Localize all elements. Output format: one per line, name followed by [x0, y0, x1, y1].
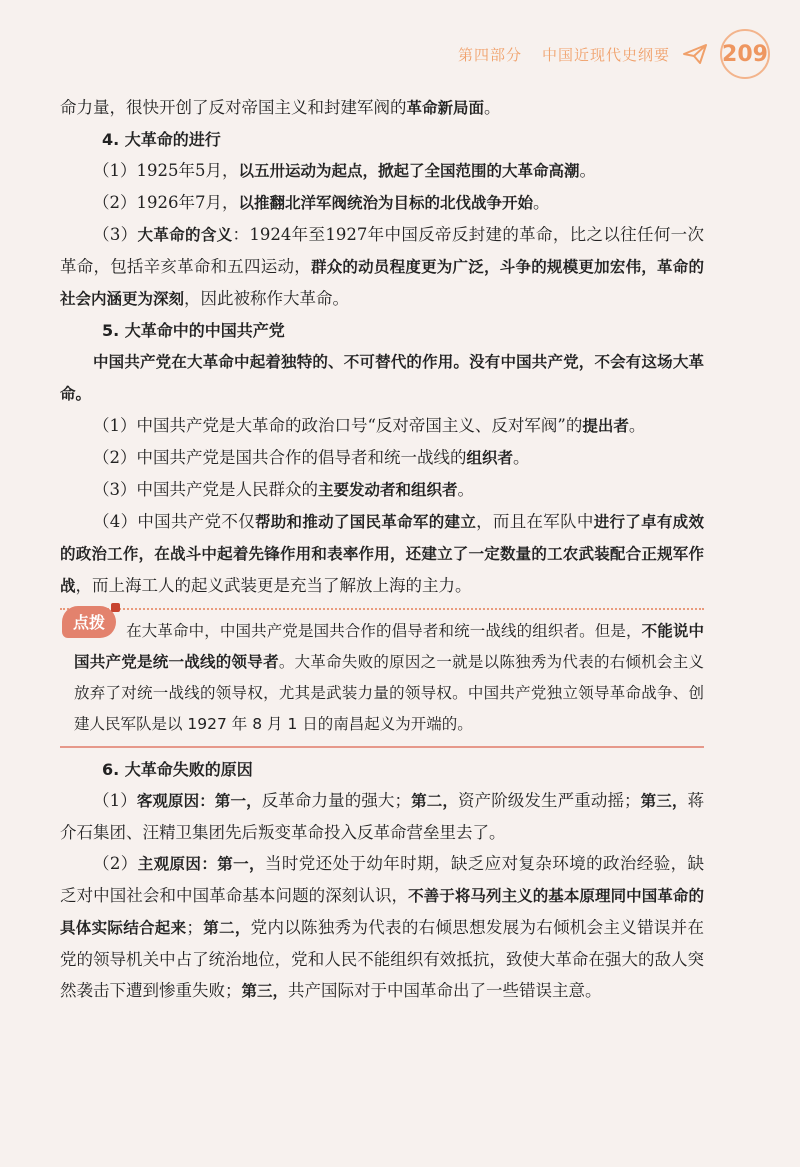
- section-heading-5: 5. 大革命中的中国共产党: [102, 321, 285, 340]
- paragraph-5-2: （2）中国共产党是国共合作的倡导者和统一战线的组织者。: [93, 448, 530, 467]
- tip-badge: 点拨: [62, 606, 116, 638]
- paragraph-continuation: 命力量，很快开创了反对帝国主义和封建军阀的革命新局面。: [60, 98, 501, 117]
- tip-text: 在大革命中，中国共产党是国共合作的倡导者和统一战线的组织者。但是，不能说中国共产党是统一战线的领导者。大革命失败的原因之一就是以陈独秀为代表的右倾机会主义放弃了对统一战线的领导权，尤其是武装力量的领导权。中国共产党独立领导革命战争、创建人民军队是以 1927 年 8 月 1 日的南昌起义为开端的。: [74, 622, 704, 733]
- paragraph-5-4: （4）中国共产党不仅帮助和推动了国民革命军的建立，而且在军队中进行了卓有成效的政治工作，在战斗中起着先锋作用和表率作用，还建立了一定数量的工农武装配合正规军作战，而上海工人的起义武装更是充当了解放上海的主力。: [60, 512, 704, 595]
- paragraph-5-lead: 中国共产党在大革命中起着独特的、不可替代的作用。没有中国共产党，不会有这场大革命。: [60, 353, 704, 403]
- section-heading-6: 6. 大革命失败的原因: [102, 760, 253, 779]
- paragraph-6-2: （2）主观原因：第一，当时党还处于幼年时期，缺乏应对复杂环境的政治经验，缺乏对中国社会和中国革命基本问题的深刻认识，不善于将马列主义的基本原理同中国革命的具体实际结合起来；第二，党内以陈独秀为代表的右倾思想发展为右倾机会主义错误并在党的领导机关中占了统治地位，党和人民不能组织有效抵抗，致使大革命在强大的敌人突然袭击下遭到惨重失败；第三，共产国际对于中国革命出了一些错误主意。: [60, 854, 705, 1000]
- paragraph-4-2: （2）1926年7月，以推翻北洋军阀统治为目标的北伐战争开始。: [93, 193, 550, 212]
- section-heading-4: 4. 大革命的进行: [102, 130, 221, 149]
- paragraph-5-3: （3）中国共产党是人民群众的主要发动者和组织者。: [93, 480, 475, 499]
- page-number: 209: [720, 29, 770, 79]
- page-header: [458, 34, 770, 74]
- part-label: 第四部分: [457, 45, 522, 64]
- tip-box: [60, 608, 704, 748]
- paragraph-5-1: （1）中国共产党是大革命的政治口号“反对帝国主义、反对军阀”的提出者。: [93, 416, 646, 435]
- book-title: 中国近现代史纲要: [541, 45, 670, 64]
- paragraph-4-3: （3）大革命的含义：1924年至1927年中国反帝反封建的革命，比之以往任何一次革命，包括辛亥革命和五四运动，群众的动员程度更为广泛，斗争的规模更加宏伟，革命的社会内涵更为深刻，因此被称作大革命。: [60, 225, 704, 308]
- page-body: [60, 92, 704, 1007]
- paragraph-4-1: （1）1925年5月，以五卅运动为起点，掀起了全国范围的大革命高潮。: [93, 161, 597, 180]
- paragraph-6-1: （1）客观原因：第一，反革命力量的强大；第二，资产阶级发生严重动摇；第三，蒋介石集团、汪精卫集团先后叛变革命投入反革命营垒里去了。: [60, 791, 704, 842]
- paper-plane-icon: [682, 43, 708, 65]
